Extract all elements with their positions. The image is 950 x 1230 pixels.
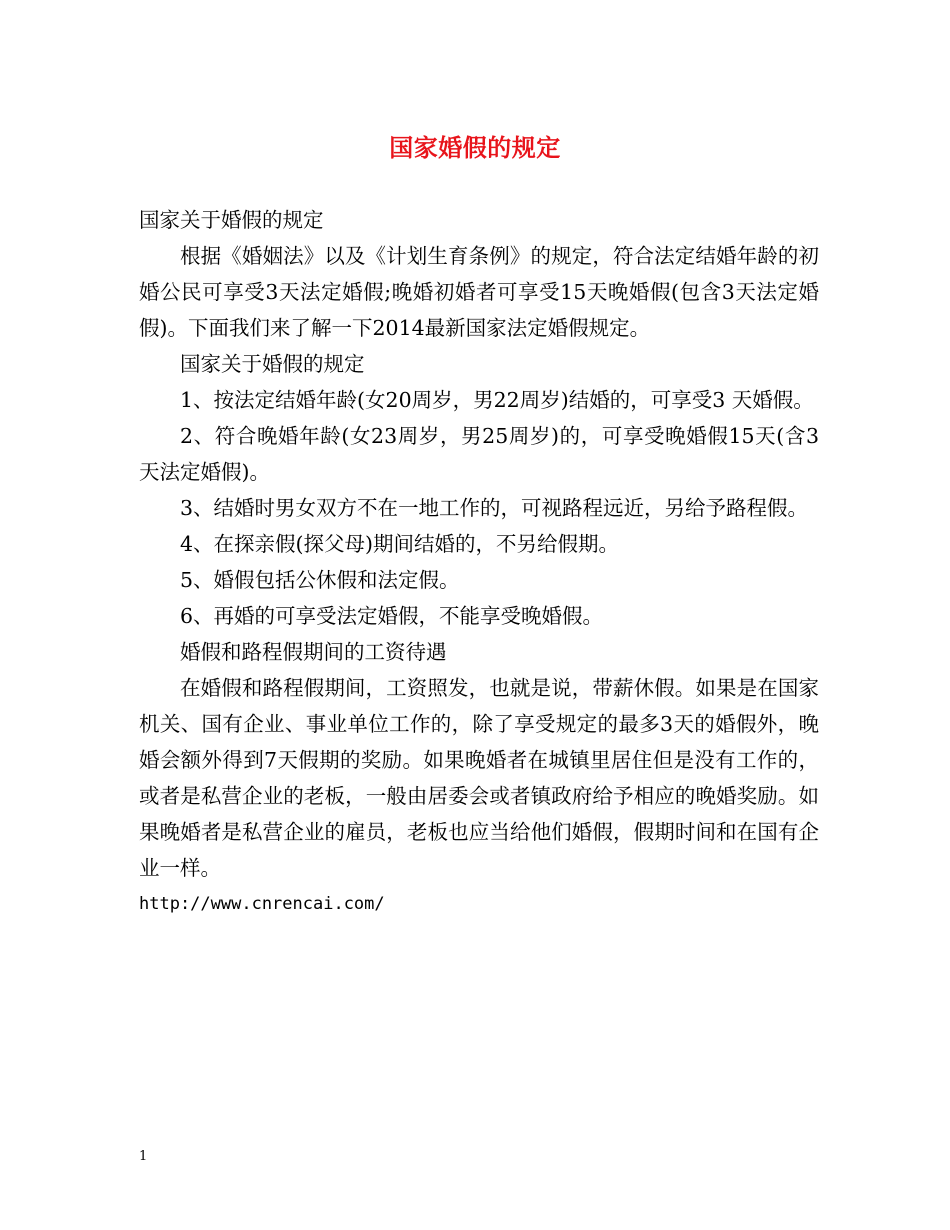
section-heading: 国家关于婚假的规定 xyxy=(139,208,324,232)
section-heading: 国家关于婚假的规定 xyxy=(180,352,365,376)
document-title: 国家婚假的规定 xyxy=(389,133,561,162)
source-url: http://www.cnrencai.com/ xyxy=(139,894,385,914)
intro-paragraph: 根据《婚姻法》以及《计划生育条例》的规定，符合法定结婚年龄的初婚公民可享受3天法定婚假;晚婚初婚者可享受15天晚婚假(包含3天法定婚假)。下面我们来了解一下2014最新国家法定婚假规定。 xyxy=(139,244,819,340)
document-body xyxy=(139,202,819,922)
rule-item: 2、符合晚婚年龄(女23周岁，男25周岁)的，可享受晚婚假15天(含3天法定婚假)。 xyxy=(139,424,819,484)
page-number: 1 xyxy=(139,1149,148,1164)
rule-item: 3、结婚时男女双方不在一地工作的，可视路程远近，另给予路程假。 xyxy=(180,496,809,520)
rule-item: 6、再婚的可享受法定婚假，不能享受晚婚假。 xyxy=(180,604,604,628)
section-heading: 婚假和路程假期间的工资待遇 xyxy=(180,640,447,664)
body-paragraph: 在婚假和路程假期间，工资照发，也就是说，带薪休假。如果是在国家机关、国有企业、事业单位工作的，除了享受规定的最多3天的婚假外，晚婚会额外得到7天假期的奖励。如果晚婚者在城镇里居住但是没有工作的，或者是私营企业的老板，一般由居委会或者镇政府给予相应的晚婚奖励。如果晚婚者是私营企业的雇员，老板也应当给他们婚假，假期时间和在国有企业一样。 xyxy=(139,676,819,880)
rule-item: 1、按法定结婚年龄(女20周岁，男22周岁)结婚的，可享受3 天婚假。 xyxy=(180,388,814,412)
rule-item: 4、在探亲假(探父母)期间结婚的，不另给假期。 xyxy=(180,532,620,556)
rule-item: 5、婚假包括公休假和法定假。 xyxy=(180,568,460,592)
